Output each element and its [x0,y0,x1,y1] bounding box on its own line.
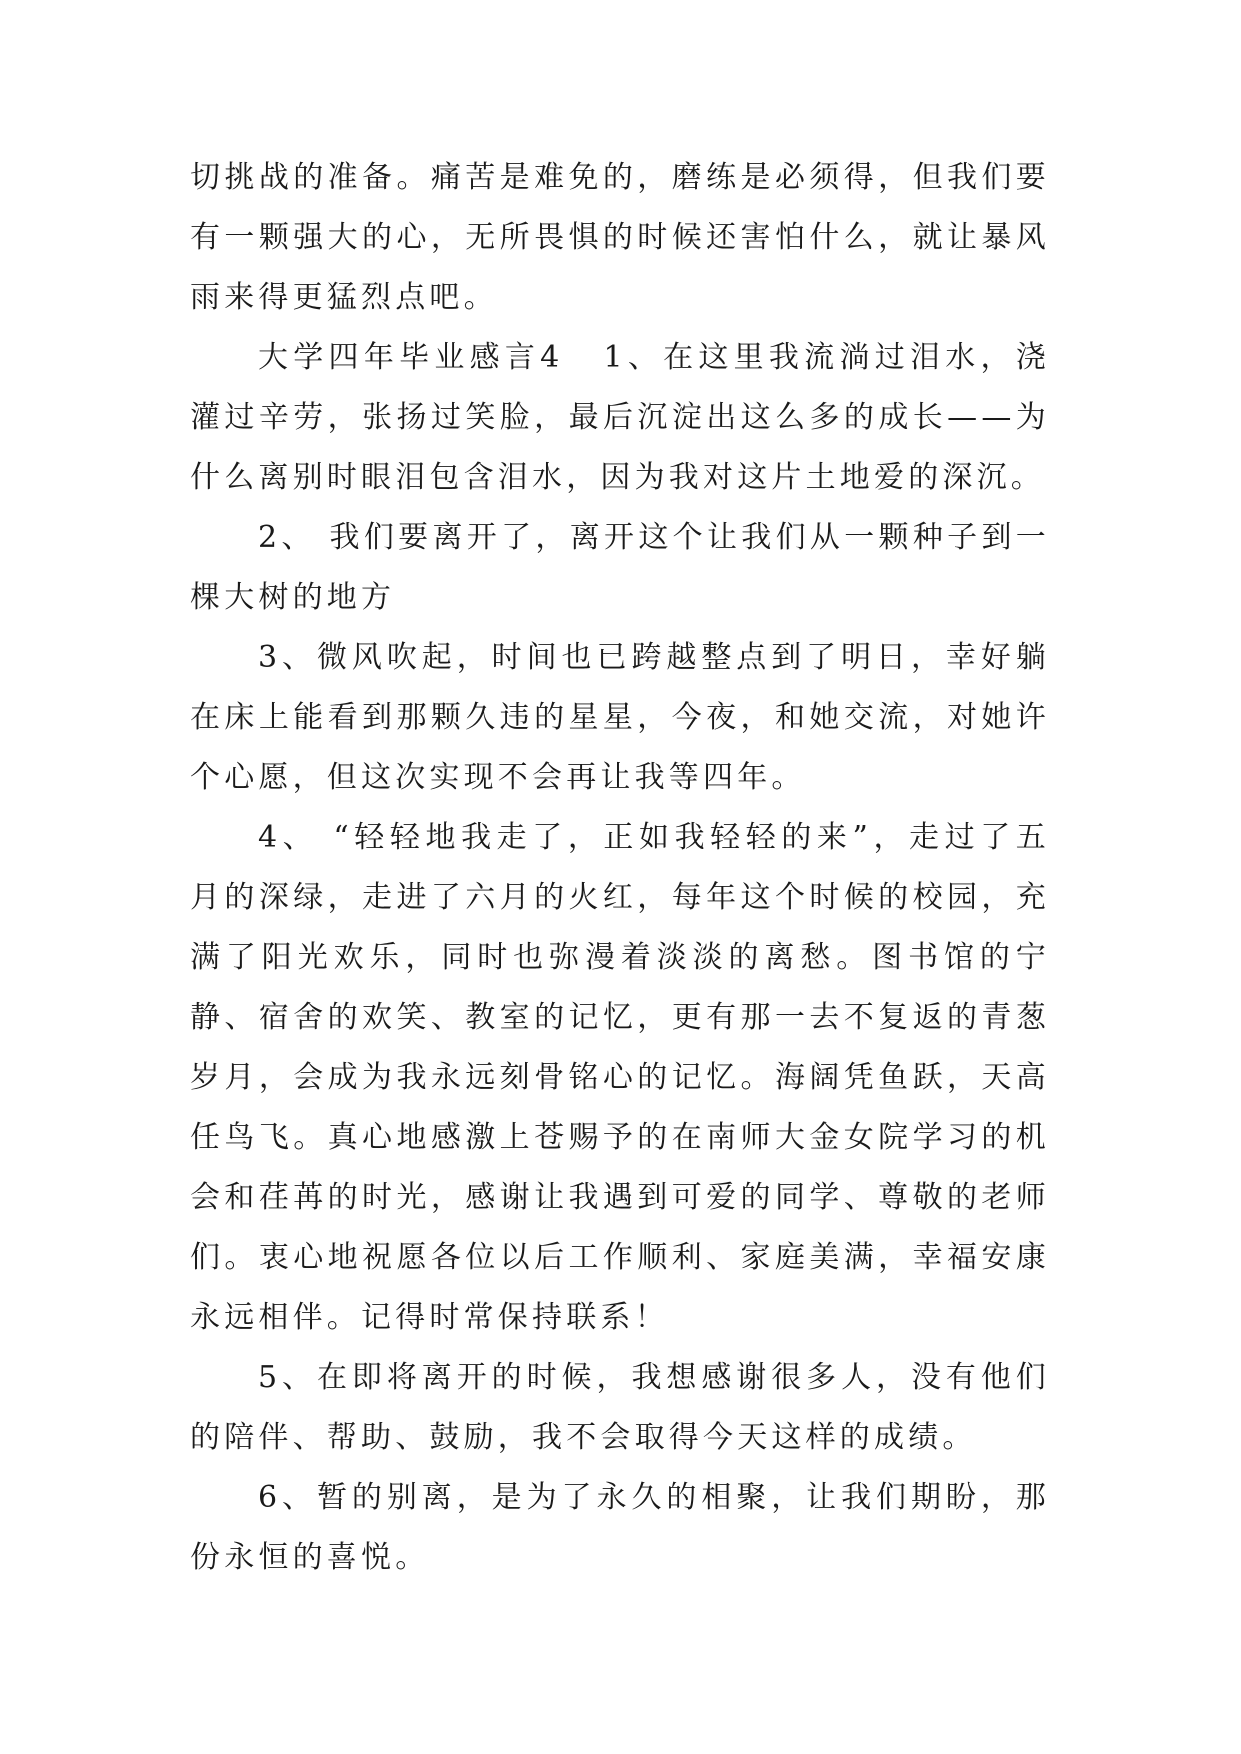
section-heading: 大学四年毕业感言4 [258,340,564,375]
list-item-3: 3、微风吹起，时间也已跨越整点到了明日，幸好躺在床上能看到那颗久违的星星，今夜，和她交流，对她许个心愿，但这次实现不会再让我等四年。 [190,640,1050,795]
list-item-1: 1、在这里我流淌过泪水，浇灌过辛劳，张扬过笑脸，最后沉淀出这么多的成长——为什么离别时眼泪包含泪水，因为我对这片土地爱的深沉。 [190,340,1051,495]
list-item-4: 4、 “轻轻地我走了，正如我轻轻的来”，走过了五月的深绿，走进了六月的火红，每年这个时候的校园，充满了阳光欢乐，同时也弥漫着淡淡的离愁。图书馆的宁静、宿舍的欢笑、教室的记忆，更有那一去不复返的青葱岁月，会成为我永远刻骨铭心的记忆。海阔凭鱼跃，天高任鸟飞。真心地感激上苍赐予的在南师大金女院学习的机会和荏苒的时光，感谢让我遇到可爱的同学、尊敬的老师们。衷心地祝愿各位以后工作顺利、家庭美满，幸福安康永远相伴。记得时常保持联系！ [190,820,1050,1335]
document-page [190,148,1050,1588]
list-item-6: 6、暂的别离，是为了永久的相聚，让我们期盼，那份永恒的喜悦。 [190,1480,1050,1575]
list-item-5: 5、在即将离开的时候，我想感谢很多人，没有他们的陪伴、帮助、鼓励，我不会取得今天这样的成绩。 [190,1360,1050,1455]
continuation-paragraph: 切挑战的准备。痛苦是难免的，磨练是必须得，但我们要有一颗强大的心，无所畏惧的时候还害怕什么，就让暴风雨来得更猛烈点吧。 [190,160,1050,315]
list-item-2: 2、 我们要离开了，离开这个让我们从一颗种子到一棵大树的地方 [190,520,1050,615]
section-first-paragraph [190,328,1050,508]
